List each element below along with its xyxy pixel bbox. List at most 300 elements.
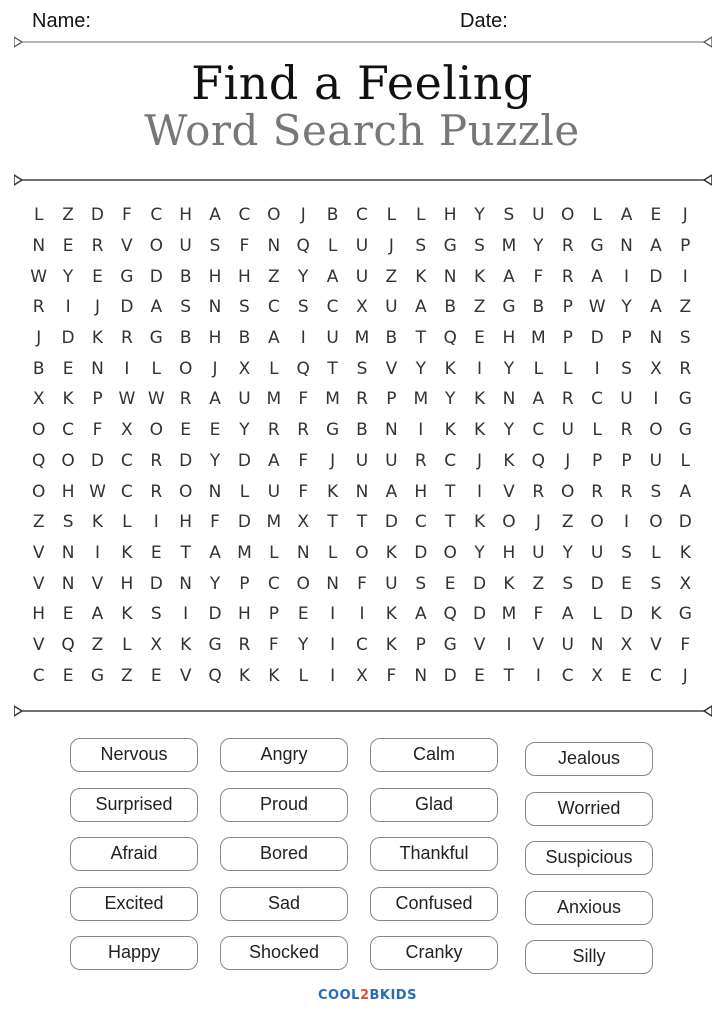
grid-row [24,660,700,691]
grid-letter: X [650,358,662,379]
grid-letter: B [326,205,339,226]
word-item: Shocked [220,936,348,970]
word-item: Angry [220,738,348,772]
grid-letter: D [590,573,604,594]
grid-letter: A [650,236,662,257]
grid-letter: D [179,450,193,471]
grid-letter: D [414,542,428,563]
grid-letter: M [237,542,252,563]
grid-letter: C [62,420,75,441]
grid-letter: Q [61,634,75,655]
grid-letter: N [91,358,104,379]
grid-letter: D [443,665,457,686]
grid-letter: A [150,297,163,318]
grid-letter: Z [532,573,545,594]
grid-letter: P [621,450,632,471]
grid-letter: M [354,328,370,349]
grid-letter: K [473,389,486,410]
grid-letter: S [150,604,162,625]
grid-letter: E [209,420,221,441]
grid-letter: X [32,389,45,410]
grid-letter: S [650,573,662,594]
grid-letter: U [532,542,545,563]
grid-letter: L [592,420,602,441]
grid-letter: A [561,604,574,625]
grid-letter: C [444,450,457,471]
grid-letter: V [32,542,45,563]
grid-letter: N [414,665,428,686]
grid-letter: S [650,481,662,502]
grid-letter: A [209,389,221,410]
header-rule [14,36,712,48]
grid-letter: K [473,266,486,287]
word-item: Worried [525,792,653,826]
grid-letter: B [532,297,545,318]
grid-letter: J [477,450,483,471]
grid-letter: Z [473,297,486,318]
grid-letter: H [502,328,516,349]
grid-letter: N [32,236,46,257]
word-item: Surprised [70,788,198,822]
grid-letter: F [533,604,544,625]
grid-letter: R [238,634,251,655]
grid-letter: A [414,604,427,625]
grid-letter: U [385,450,398,471]
grid-letter: U [267,481,281,502]
grid-letter: G [678,420,692,441]
grid-letter: M [266,389,282,410]
page-title: Find a Feeling [191,56,533,110]
grid-letter: Y [533,236,544,257]
grid-letter: G [326,420,340,441]
grid-letter: Y [474,205,485,226]
grid-letter: U [561,420,574,441]
grid-letter: L [269,358,279,379]
grid-letter: O [296,573,310,594]
grid-letter: F [268,634,279,655]
grid-letter: U [179,236,192,257]
grid-letter: J [682,205,688,226]
grid-letter: B [238,328,251,349]
grid-letter: X [591,665,603,686]
grid-letter: Q [443,604,457,625]
grid-letter: N [208,481,222,502]
grid-letter: D [208,604,222,625]
grid-letter: D [120,297,134,318]
grid-letter: H [502,542,516,563]
grid-letter: K [91,328,104,349]
grid-letter: Z [267,266,280,287]
grid-letter: S [621,358,632,379]
grid-letter: L [327,542,338,563]
grid-letter: E [297,604,309,625]
grid-letter: F [121,205,132,226]
grid-letter: D [61,328,75,349]
grid-letter: K [385,542,397,563]
grid-letter: D [384,512,398,533]
grid-letter: R [150,450,163,471]
grid-letter: C [150,205,163,226]
grid-letter: G [149,328,163,349]
grid-letter: R [32,297,45,318]
grid-letter: Y [444,389,456,410]
grid-letter: L [386,205,397,226]
grid-letter: M [266,512,282,533]
grid-letter: A [91,604,104,625]
grid-letter: S [562,573,574,594]
grid-letter: K [444,420,456,441]
grid-letter: L [327,236,338,257]
page-subtitle: Word Search Puzzle [144,106,580,155]
grid-row [24,200,700,231]
grid-letter: I [594,358,600,379]
grid-letter: J [36,328,42,349]
grid-letter: Y [474,542,485,563]
grid-letter: E [92,266,103,287]
grid-letter: J [94,297,100,318]
grid-letter: A [414,297,427,318]
grid-letter: E [444,573,456,594]
word-item: Sad [220,887,348,921]
grid-letter: S [679,328,691,349]
grid-letter: C [561,665,574,686]
grid-row [24,384,700,415]
grid-letter: C [356,205,368,226]
grid-letter: W [147,389,165,410]
grid-letter: H [238,604,251,625]
grid-letter: N [61,542,75,563]
grid-letter: D [649,266,663,287]
grid-letter: R [297,420,310,441]
grid-letter: G [443,634,457,655]
grid-letter: Z [679,297,692,318]
grid-letter: N [620,236,633,257]
grid-letter: U [620,389,633,410]
grid-letter: Y [621,297,632,318]
word-item: Calm [370,738,498,772]
word-item: Thankful [370,837,498,871]
grid-letter: M [501,604,517,625]
word-item: Afraid [70,837,198,871]
grid-letter: M [531,328,546,349]
grid-letter: D [90,205,105,226]
grid-letter: K [327,481,339,502]
grid-letter: P [562,297,573,318]
grid-letter: H [61,481,75,502]
grid-letter: Y [62,266,74,287]
grid-letter: N [649,328,663,349]
grid-letter: T [180,542,191,563]
grid-letter: K [444,358,456,379]
grid-letter: W [30,266,48,287]
grid-letter: G [678,389,692,410]
grid-letter: C [267,573,280,594]
grid-letter: H [179,512,193,533]
grid-letter: I [330,634,336,655]
grid-letter: M [413,389,429,410]
grid-row [24,476,700,507]
grid-letter: E [62,236,74,257]
grid-letter: O [649,420,663,441]
grid-letter: J [535,512,541,533]
grid-letter: J [300,205,306,226]
grid-letter: C [649,665,662,686]
grid-letter: L [151,358,161,379]
grid-letter: K [473,420,486,441]
grid-letter: A [620,205,633,226]
grid-letter: D [473,604,487,625]
grid-letter: O [502,512,516,533]
word-item: Anxious [525,891,653,925]
grid-letter: X [356,297,368,318]
name-label: Name: [32,10,91,32]
grid-row [24,415,700,446]
grid-letter: D [237,450,251,471]
grid-letter: H [179,205,193,226]
grid-letter: I [183,604,189,625]
grid-letter: V [503,481,515,502]
grid-letter: N [355,481,369,502]
grid-letter: D [237,512,251,533]
grid-letter: A [679,481,692,502]
grid-letter: J [330,450,336,471]
word-item: Nervous [70,738,198,772]
title-rule [14,174,712,186]
grid-letter: R [532,481,545,502]
grid-letter: Z [91,634,104,655]
grid-letter: A [209,542,221,563]
grid-letter: F [386,665,397,686]
grid-letter: E [150,542,162,563]
grid-letter: I [653,389,659,410]
grid-letter: I [682,266,688,287]
grid-letter: M [501,236,517,257]
grid-row [24,292,700,323]
grid-letter: R [179,389,192,410]
word-item: Cranky [370,936,498,970]
grid-letter: T [444,481,456,502]
grid-letter: G [90,665,105,686]
grid-letter: I [124,358,130,379]
grid-letter: E [474,665,485,686]
grid-letter: H [32,604,46,625]
grid-letter: E [621,573,632,594]
grid-letter: S [621,542,632,563]
grid-letter: A [326,266,339,287]
grid-letter: I [300,328,306,349]
grid-letter: Q [208,665,222,686]
grid-letter: A [385,481,398,502]
grid-letter: V [532,634,545,655]
word-item: Happy [70,936,198,970]
grid-letter: K [385,604,397,625]
word-item: Glad [370,788,498,822]
grid-rule [14,705,712,717]
grid-letter: A [268,450,280,471]
grid-letter: H [208,266,222,287]
grid-letter: K [238,665,250,686]
grid-letter: D [149,266,163,287]
grid-letter: W [588,297,606,318]
grid-letter: Q [531,450,546,471]
grid-letter: P [386,389,397,410]
grid-letter: U [649,450,663,471]
grid-letter: C [120,481,133,502]
grid-letter: K [62,389,74,410]
grid-letter: S [239,297,250,318]
grid-letter: T [356,512,368,533]
grid-letter: Q [296,236,310,257]
grid-letter: V [121,236,133,257]
grid-letter: I [153,512,159,533]
grid-letter: C [238,205,251,226]
grid-letter: Y [298,634,309,655]
grid-row [24,353,700,384]
grid-letter: U [355,450,369,471]
grid-letter: C [120,450,133,471]
grid-letter: Y [503,358,515,379]
word-item: Suspicious [525,841,653,875]
grid-row [24,231,700,262]
grid-letter: V [32,573,45,594]
grid-letter: I [65,297,71,318]
grid-letter: S [209,236,221,257]
grid-letter: D [90,450,105,471]
grid-letter: F [680,634,691,655]
cool2bkids-logo: COOL2BKIDS [318,988,417,1003]
grid-letter: L [533,358,544,379]
grid-letter: N [443,266,457,287]
grid-letter: S [297,297,309,318]
grid-letter: V [179,665,192,686]
grid-letter: D [619,604,634,625]
grid-letter: K [473,512,486,533]
grid-letter: L [592,604,602,625]
grid-letter: B [179,328,192,349]
word-column [370,738,498,986]
grid-letter: P [621,328,632,349]
grid-letter: L [592,205,602,226]
grid-letter: S [503,205,515,226]
grid-letter: D [678,512,692,533]
grid-letter: I [624,266,630,287]
date-label: Date: [460,10,508,32]
grid-letter: Z [121,665,133,686]
grid-row [24,446,700,477]
grid-letter: X [679,573,692,594]
grid-letter: V [650,634,662,655]
grid-letter: D [590,328,604,349]
grid-letter: V [32,634,45,655]
word-column [70,738,198,986]
grid-letter: E [62,665,74,686]
grid-letter: R [591,481,604,502]
grid-letter: F [298,389,309,410]
grid-letter: C [267,297,280,318]
grid-letter: P [92,389,103,410]
grid-letter: R [561,389,574,410]
grid-letter: D [149,573,163,594]
grid-letter: X [150,634,163,655]
grid-letter: O [355,542,369,563]
grid-letter: E [62,358,74,379]
grid-letter: B [179,266,192,287]
grid-letter: R [267,420,280,441]
grid-letter: T [444,512,456,533]
grid-letter: L [416,205,426,226]
grid-letter: I [477,481,483,502]
grid-row [24,568,700,599]
grid-letter: J [565,450,571,471]
grid-letter: H [120,573,134,594]
word-item: Proud [220,788,348,822]
grid-letter: V [473,634,486,655]
grid-letter: X [356,665,368,686]
grid-letter: H [238,266,251,287]
grid-letter: U [561,634,574,655]
grid-letter: C [356,634,368,655]
grid-letter: R [120,328,133,349]
grid-letter: U [385,573,398,594]
grid-letter: O [32,481,46,502]
grid-letter: C [414,512,427,533]
grid-letter: W [89,481,106,502]
grid-letter: N [208,297,222,318]
grid-letter: Z [385,266,398,287]
grid-letter: F [239,236,250,257]
grid-letter: S [180,297,192,318]
grid-letter: K [180,634,192,655]
grid-letter: J [388,236,394,257]
grid-letter: P [415,634,426,655]
grid-letter: Y [298,266,309,287]
grid-letter: K [268,665,280,686]
grid-letter: C [532,420,545,441]
grid-letter: A [650,297,662,318]
grid-letter: K [121,604,133,625]
grid-letter: U [532,205,545,226]
grid-letter: C [32,665,45,686]
letter-grid [24,200,700,691]
grid-letter: K [121,542,133,563]
grid-letter: N [267,236,281,257]
grid-letter: O [649,512,663,533]
grid-letter: H [443,205,457,226]
grid-letter: V [385,358,398,379]
grid-letter: Q [443,328,457,349]
grid-letter: K [385,634,397,655]
grid-letter: N [326,573,339,594]
grid-letter: F [210,512,220,533]
grid-letter: B [444,297,456,318]
grid-letter: C [591,389,604,410]
grid-letter: E [180,420,192,441]
grid-letter: B [356,420,368,441]
grid-letter: B [385,328,398,349]
grid-letter: Y [562,542,573,563]
grid-letter: K [503,573,515,594]
grid-letter: T [503,665,515,686]
grid-letter: R [620,481,633,502]
grid-letter: X [121,420,133,441]
grid-letter: K [415,266,427,287]
grid-letter: A [268,328,280,349]
grid-letter: T [327,512,338,533]
grid-letter: I [359,604,365,625]
grid-letter: Z [62,205,74,226]
grid-letter: L [269,542,279,563]
grid-letter: E [621,665,632,686]
